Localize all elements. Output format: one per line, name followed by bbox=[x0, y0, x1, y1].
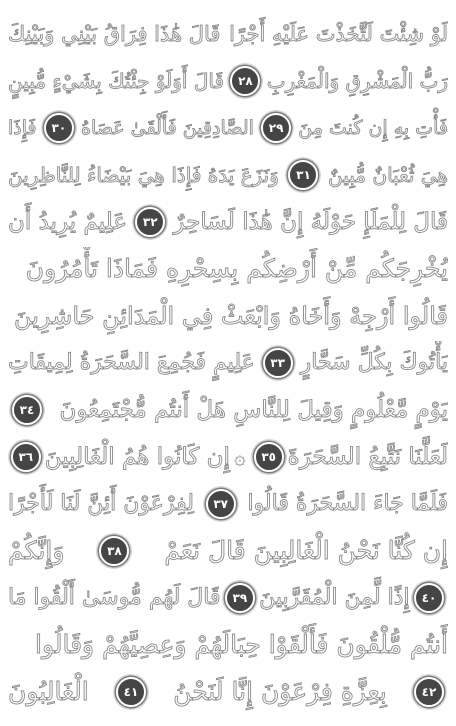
ayah-number: ٣١ bbox=[296, 168, 311, 182]
ayah-number: ٣٧ bbox=[213, 497, 228, 511]
ayah-number: ٣٦ bbox=[18, 450, 34, 464]
verse-text: عَلِيمٌ يُرِيدُ أَن bbox=[8, 209, 128, 235]
verse-text: قَالَ لَهُم مُّوسَىٰ أَلْقُوا مَا bbox=[8, 585, 221, 610]
verse-text: لَوْ شِئْتَ لَتَّخَذْتَ عَلَيْهِ أَجْرًا bbox=[229, 22, 448, 46]
verse-line bbox=[8, 623, 448, 667]
hizb-marker-icon: ۞ bbox=[233, 445, 246, 469]
ayah-number-marker-icon bbox=[135, 207, 165, 237]
verse-line bbox=[8, 576, 448, 620]
verse-text: رَبُّ الْمَشْرِقِ وَالْمَغْرِبِ bbox=[266, 69, 448, 93]
verse-text: بِعِزَّةِ فِرْعَوْنَ إِنَّا لَنَحْنُ bbox=[173, 677, 387, 706]
ayah-number-marker-icon bbox=[414, 677, 444, 707]
ayah-number: ٤١ bbox=[123, 685, 139, 699]
ayah-number-marker-icon bbox=[99, 536, 129, 566]
verse-text: قَالَ لِلْمَلَإِ حَوْلَهُ إِنَّ هَٰذَا لَسَاحِرٌ bbox=[173, 209, 448, 235]
ayah-number: ٢٩ bbox=[268, 121, 284, 135]
verse-text: وَنَزَعَ يَدَهُ فَإِذَا هِيَ بَيْضَاءُ لِلنَّاظِرِينَ bbox=[8, 163, 279, 187]
ayah-number-marker-icon bbox=[414, 583, 444, 613]
verse-text: يُخْرِجَكُم مِّنْ أَرْضِكُم بِسِحْرِهِ فَمَاذَا تَأْمُرُونَ bbox=[25, 254, 448, 283]
verse-text: قَالُوا أَرْجِهْ وَأَخَاهُ وَابْعَثْ فِي الْمَدَائِنِ حَاشِرِينَ bbox=[14, 302, 448, 330]
ayah-number-marker-icon bbox=[263, 348, 293, 378]
ayah-number-marker-icon bbox=[261, 113, 291, 143]
ayah-number-marker-icon bbox=[11, 442, 41, 472]
ayah-number-marker-icon bbox=[116, 677, 146, 707]
verse-text: إِذًا لَّمِنَ الْمُقَرَّبِينَ bbox=[259, 585, 410, 610]
ayah-number: ٣٩ bbox=[232, 591, 248, 605]
verse-text: هِيَ ثُعْبَانٌ مُّبِينٌ bbox=[328, 163, 448, 187]
verse-text: قَالَ أَوَلَوْ جِئْتُكَ بِشَيْءٍ مُّبِينٍ bbox=[8, 69, 225, 93]
ayah-number: ٣٢ bbox=[142, 215, 158, 229]
ayah-number: ٣٣ bbox=[270, 356, 286, 370]
ayah-number-marker-icon bbox=[206, 489, 236, 519]
verse-line bbox=[8, 59, 448, 103]
ayah-number: ٢٨ bbox=[238, 74, 253, 88]
ayah-number-marker-icon bbox=[230, 66, 260, 96]
verse-line bbox=[8, 670, 448, 714]
verse-text: فَأْتِ بِهِ إِن كُنتَ مِنَ bbox=[298, 117, 448, 139]
verse-text: لِفِرْعَوْنَ أَئِنَّ لَنَا لَأَجْرًا bbox=[8, 491, 194, 516]
verse-line bbox=[8, 388, 448, 432]
verse-text: فَإِذَا bbox=[8, 117, 37, 139]
verse-text: لَعَلَّنَا نَتَّبِعُ السَّحَرَةَ bbox=[287, 444, 448, 470]
verse-text: عَلِيمٍ فَجُمِعَ السَّحَرَةُ لِمِيقَاتِ bbox=[8, 350, 255, 375]
ayah-number: ٤٠ bbox=[421, 591, 437, 605]
verse-text: إِن كَانُوا هُمُ الْغَالِبِينَ bbox=[44, 444, 230, 470]
verse-line bbox=[8, 200, 448, 244]
verse-line bbox=[8, 482, 448, 526]
verse-text: فَلَمَّا جَاءَ السَّحَرَةُ قَالُوا bbox=[247, 491, 448, 516]
verse-line bbox=[8, 12, 448, 56]
verse-text: الصَّادِقِينَ فَأَلْقَىٰ عَصَاهُ bbox=[81, 117, 254, 139]
verse-text: قَالَ هَٰذَا فِرَاقُ بَيْنِي وَبَيْنِكَ bbox=[8, 22, 221, 46]
verse-line bbox=[8, 435, 448, 479]
ayah-number: ٣٠ bbox=[51, 121, 67, 135]
verse-text: وَإِنَّكُمْ bbox=[8, 536, 65, 565]
verse-text: يَأْتُوكَ بِكُلِّ سَحَّارٍ bbox=[300, 350, 448, 375]
verse-text: يَوْمٍ مَّعْلُومٍ وَقِيلَ لِلنَّاسِ هَلْ أَنتُم مُّجْتَمِعُونَ bbox=[59, 397, 448, 423]
verse-line bbox=[8, 106, 448, 150]
verse-text: إِن كُنَّا نَحْنُ الْغَالِبِينَ قَالَ نَعَمْ bbox=[164, 536, 448, 565]
verse-text: الْغَالِبُونَ bbox=[8, 677, 89, 706]
verse-line bbox=[8, 247, 448, 291]
ayah-number-marker-icon bbox=[288, 160, 318, 190]
ayah-number: ٤٢ bbox=[421, 685, 437, 699]
ayah-number: ٣٨ bbox=[107, 544, 122, 558]
verse-line bbox=[8, 294, 448, 338]
ayah-number-marker-icon bbox=[12, 395, 42, 425]
ayah-number: ٣٤ bbox=[19, 403, 35, 417]
ayah-number-marker-icon bbox=[44, 113, 74, 143]
verse-line bbox=[8, 153, 448, 197]
ayah-number-marker-icon bbox=[225, 583, 255, 613]
ayah-number: ٣٥ bbox=[261, 450, 276, 464]
verse-text: أَنتُم مُّلْقُونَ فَأَلْقَوْا حِبَالَهُمْ وَعِصِيَّهُمْ وَقَالُوا bbox=[35, 630, 448, 659]
ayah-number-marker-icon bbox=[254, 442, 284, 472]
verse-line bbox=[8, 341, 448, 385]
verse-line bbox=[8, 529, 448, 573]
